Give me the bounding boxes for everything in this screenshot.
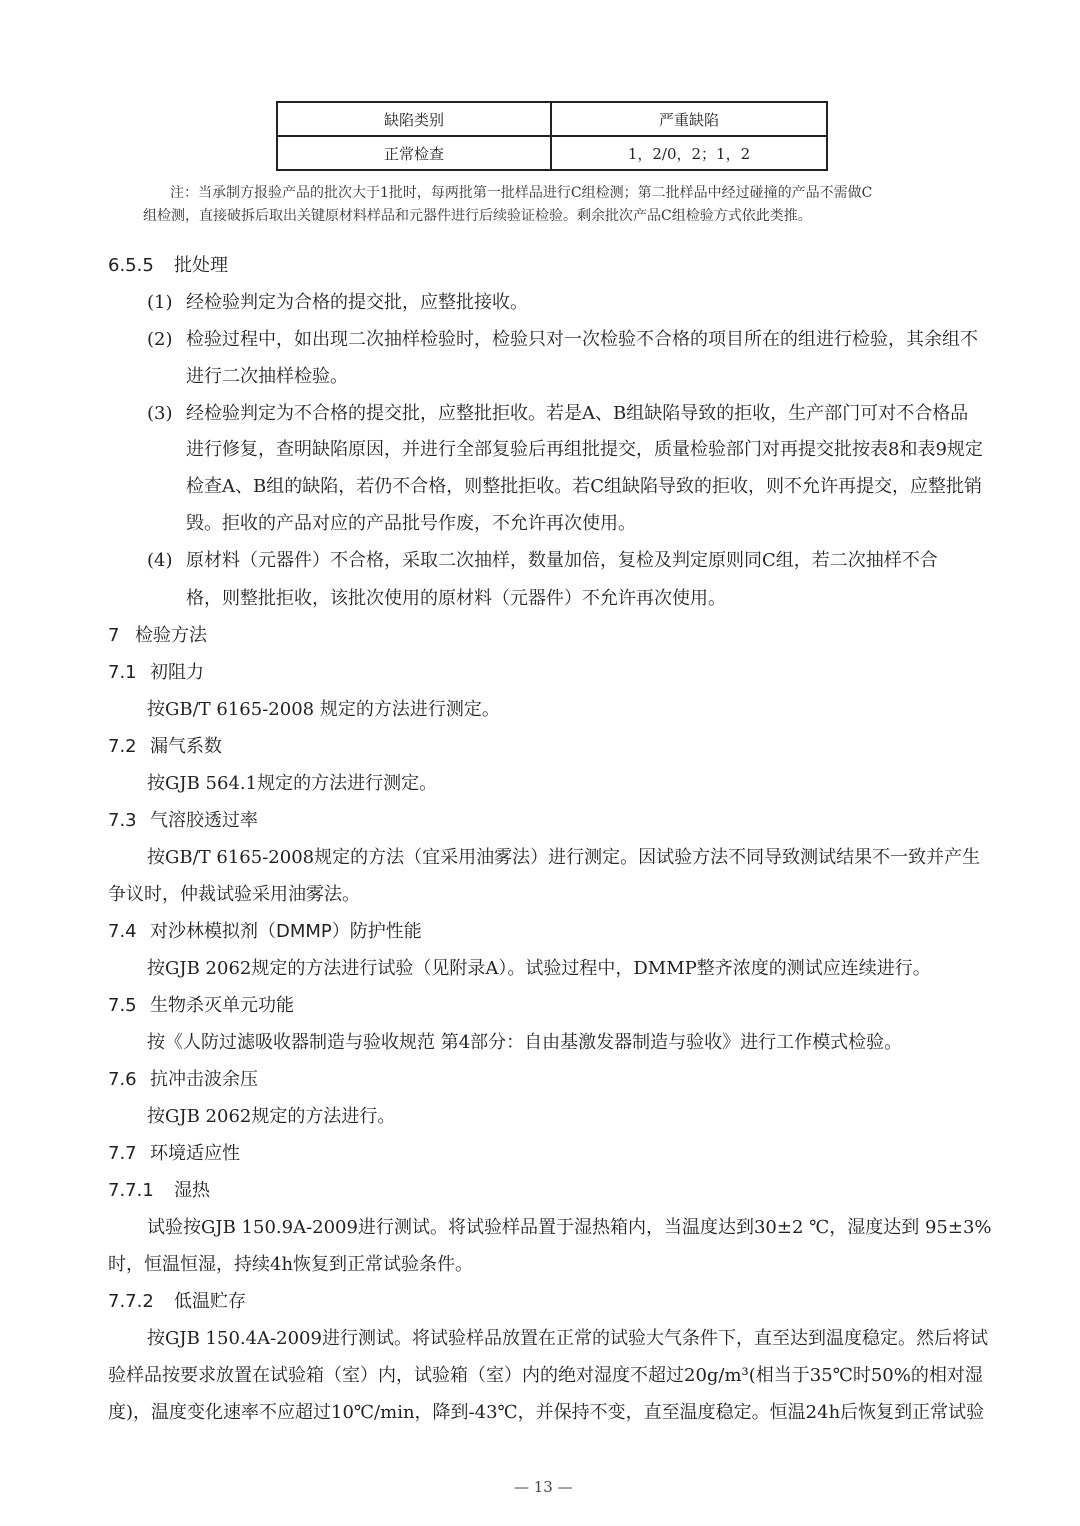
section-title: 生物杀灭单元功能 (150, 995, 294, 1016)
table-header-row (277, 102, 827, 136)
section-title: 漏气系数 (150, 736, 222, 757)
defect-table (276, 101, 828, 171)
section-number: 7.6 (108, 1069, 137, 1090)
paragraph: 验样品按要求放置在试验箱（室）内，试验箱（室）内的绝对湿度不超过20g/m³(相当于35℃时50%的相对湿 (108, 1365, 983, 1386)
paragraph: 度)，温度变化速率不应超过10℃/min，降到-43℃，并保持不变，直至温度稳定。恒温24h后恢复到正常试验 (108, 1402, 985, 1423)
section-number: 7 (108, 625, 120, 646)
section-number: 7.7.1 (108, 1180, 154, 1201)
paragraph: 按GJB 150.4A-2009进行测试。将试验样品放置在正常的试验大气条件下，直至达到温度稳定。然后将试 (147, 1328, 988, 1349)
paragraph: 按GJB 2062规定的方法进行试验（见附录A）。试验过程中，DMMP整齐浓度的测试应连续进行。 (147, 958, 931, 979)
list-item-text: 格，则整批拒收，该批次使用的原材料（元器件）不允许再次使用。 (186, 588, 726, 609)
list-item-text: 毁。拒收的产品对应的产品批号作废，不允许再次使用。 (186, 513, 636, 534)
section-title: 低温贮存 (174, 1291, 246, 1312)
list-item-text: 检查A、B组的缺陷，若仍不合格，则整批拒收。若C组缺陷导致的拒收，则不允许再提交，应整批销 (186, 476, 982, 497)
list-marker: (1) (147, 292, 173, 313)
section-number: 7.7.2 (108, 1291, 154, 1312)
table-cell: 严重缺陷 (551, 102, 827, 136)
list-item-text: 进行修复，查明缺陷原因，并进行全部复验后再组批提交，质量检验部门对再提交批按表8和表9规定 (186, 439, 983, 460)
table-cell: 正常检查 (277, 136, 551, 170)
paragraph: 按GB/T 6165-2008规定的方法（宜采用油雾法）进行测定。因试验方法不同导致测试结果不一致并产生 (147, 847, 981, 868)
section-title: 初阻力 (150, 662, 204, 683)
section-title: 湿热 (174, 1180, 210, 1201)
paragraph: 按GJB 564.1规定的方法进行测定。 (147, 773, 438, 794)
table-cell: 1，2/0，2；1，2 (551, 136, 827, 170)
section-number: 7.2 (108, 736, 137, 757)
section-title: 气溶胶透过率 (150, 810, 258, 831)
list-item-text: 经检验判定为不合格的提交批，应整批拒收。若是A、B组缺陷导致的拒收，生产部门可对不合格品 (186, 403, 969, 424)
section-number: 7.4 (108, 921, 137, 942)
list-item-text: 原材料（元器件）不合格，采取二次抽样，数量加倍，复检及判定原则同C组，若二次抽样不合 (186, 550, 938, 571)
table-note-line: 组检测，直接破拆后取出关键原材料样品和元器件进行后续验证检验。剩余批次产品C组检验方式依此类推。 (143, 208, 812, 224)
section-title: 对沙林模拟剂（DMMP）防护性能 (150, 921, 422, 942)
list-marker: (4) (147, 550, 173, 571)
list-marker: (3) (147, 403, 173, 424)
list-item-text: 进行二次抽样检验。 (186, 366, 348, 387)
section-title: 检验方法 (135, 625, 207, 646)
paragraph: 按GJB 2062规定的方法进行。 (147, 1106, 396, 1127)
paragraph: 按GB/T 6165-2008 规定的方法进行测定。 (147, 699, 500, 720)
section-title: 批处理 (174, 255, 228, 276)
list-item-text: 检验过程中，如出现二次抽样检验时，检验只对一次检验不合格的项目所在的组进行检验，其余组不 (186, 329, 978, 350)
section-number: 7.7 (108, 1143, 137, 1164)
table-note-line: 注：当承制方报验产品的批次大于1批时，每两批第一批样品进行C组检测；第二批样品中经过碰撞的产品不需做C (170, 185, 873, 201)
section-number: 7.5 (108, 995, 137, 1016)
table-row (277, 136, 827, 170)
section-number: 6.5.5 (108, 255, 154, 276)
list-item-text: 经检验判定为合格的提交批，应整批接收。 (186, 292, 528, 313)
paragraph: 按《人防过滤吸收器制造与验收规范 第4部分：自由基激发器制造与验收》进行工作模式检验。 (147, 1032, 903, 1053)
section-number: 7.3 (108, 810, 137, 831)
section-number: 7.1 (108, 662, 137, 683)
list-marker: (2) (147, 329, 173, 350)
paragraph: 时，恒温恒湿，持续4h恢复到正常试验条件。 (108, 1254, 474, 1275)
paragraph: 试验按GJB 150.9A-2009进行测试。将试验样品置于湿热箱内，当温度达到30±2 ℃，湿度达到 95±3% (147, 1217, 992, 1238)
section-title: 抗冲击波余压 (150, 1069, 258, 1090)
paragraph: 争议时，仲裁试验采用油雾法。 (108, 884, 360, 905)
page-number: — 13 — (514, 1478, 573, 1496)
table-cell: 缺陷类别 (277, 102, 551, 136)
section-title: 环境适应性 (150, 1143, 240, 1164)
